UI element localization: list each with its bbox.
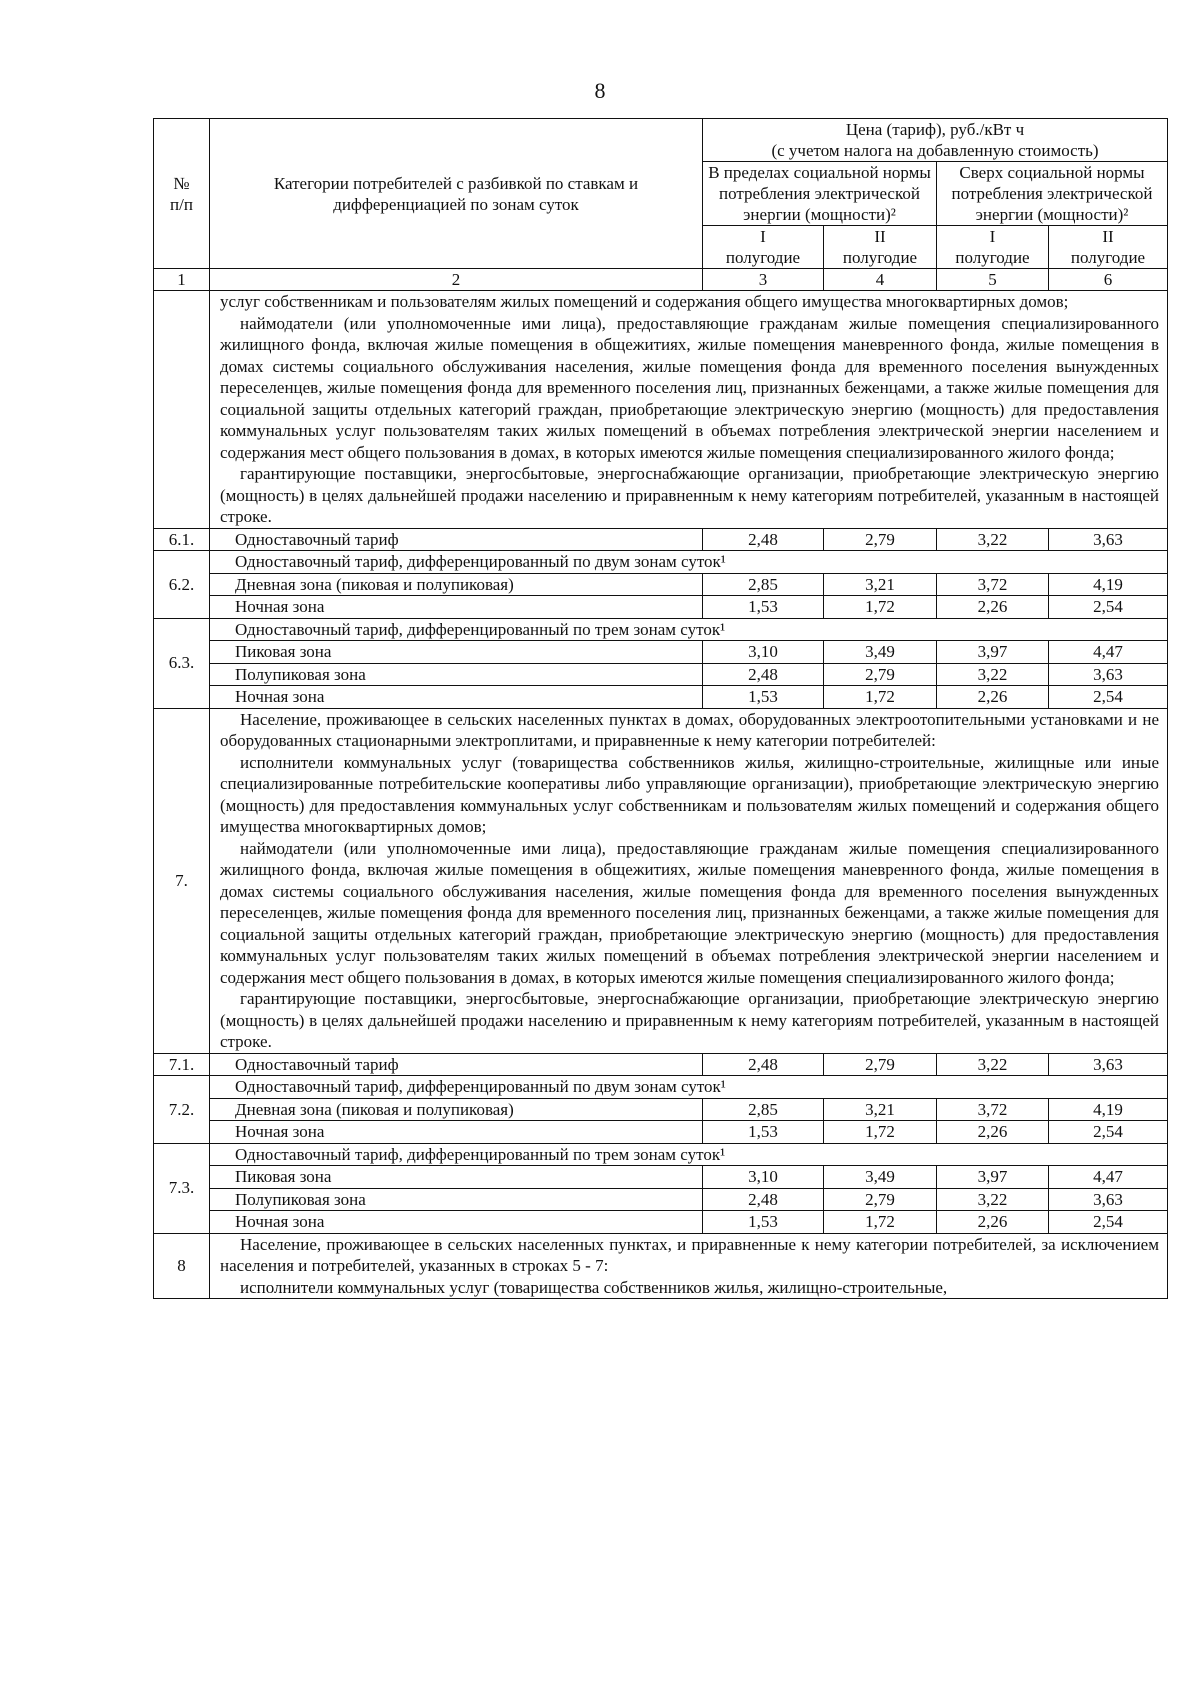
price-cell: 1,72 (824, 686, 937, 709)
price-cell: 2,79 (824, 1188, 937, 1211)
price-cell: 3,22 (937, 1188, 1049, 1211)
table-row (154, 573, 1168, 596)
price-cell: 2,48 (703, 528, 824, 551)
header-price-title: Цена (тариф), руб./кВт ч (с учетом налога на добавленную стоимость) (703, 119, 1168, 162)
price-cell: 3,22 (937, 1053, 1049, 1076)
table-row (154, 551, 1168, 574)
price-cell: 1,53 (703, 1211, 824, 1234)
price-cell: 3,63 (1049, 1188, 1168, 1211)
table-row (154, 1053, 1168, 1076)
section-row (154, 708, 1168, 1053)
tariff-label: Пиковая зона (210, 641, 703, 664)
price-cell: 2,79 (824, 528, 937, 551)
header-above-norm: Сверх социальной нормы потребления электрической энергии (мощности)² (937, 162, 1168, 226)
price-cell: 3,22 (937, 663, 1049, 686)
price-cell: 3,21 (824, 1098, 937, 1121)
table-row (154, 1076, 1168, 1099)
tariff-group-title: Одноставочный тариф, дифференцированный по трем зонам суток¹ (210, 1143, 1168, 1166)
section-paragraph: гарантирующие поставщики, энергосбытовые, энергоснабжающие организации, приобретающие электрическую энергию (мощность) в целях дальнейшей продажи населению и приравненным к нему категориям потребителей, указанным в настоящей строке. (220, 464, 1159, 526)
table-row (154, 641, 1168, 664)
table-row (154, 663, 1168, 686)
row-number: 6.2. (154, 551, 210, 619)
row-number (154, 291, 210, 529)
price-cell: 3,21 (824, 573, 937, 596)
price-cell: 2,54 (1049, 686, 1168, 709)
price-cell: 1,53 (703, 596, 824, 619)
index-cell: 1 (154, 269, 210, 291)
price-cell: 2,54 (1049, 1121, 1168, 1144)
header-half2: II полугодие (824, 226, 937, 269)
index-cell: 6 (1049, 269, 1168, 291)
price-cell: 4,19 (1049, 1098, 1168, 1121)
header-within-norm: В пределах социальной нормы потребления электрической энергии (мощности)² (703, 162, 937, 226)
tariff-label: Ночная зона (210, 686, 703, 709)
price-cell: 2,79 (824, 1053, 937, 1076)
header-num: № п/п (154, 119, 210, 269)
price-cell: 4,19 (1049, 573, 1168, 596)
table-row (154, 1121, 1168, 1144)
header-category: Категории потребителей с разбивкой по ставкам и дифференциацией по зонам суток (210, 119, 703, 269)
table-row (154, 528, 1168, 551)
table-row (154, 1166, 1168, 1189)
price-cell: 2,85 (703, 1098, 824, 1121)
price-cell: 2,54 (1049, 596, 1168, 619)
table-row (154, 618, 1168, 641)
tariff-label: Ночная зона (210, 1121, 703, 1144)
tariff-group-title: Одноставочный тариф, дифференцированный по двум зонам суток¹ (210, 1076, 1168, 1099)
index-cell: 2 (210, 269, 703, 291)
tariff-label: Ночная зона (210, 1211, 703, 1234)
row-number: 6.1. (154, 528, 210, 551)
tariff-label: Полупиковая зона (210, 1188, 703, 1211)
price-cell: 3,63 (1049, 1053, 1168, 1076)
price-cell: 3,97 (937, 641, 1049, 664)
price-cell: 3,63 (1049, 663, 1168, 686)
price-cell: 2,26 (937, 596, 1049, 619)
section-paragraph: наймодатели (или уполномоченные ими лица), предоставляющие гражданам жилые помещения специализированного жилищного фонда, включая жилые помещения в общежитиях, жилые помещения маневренного фонда, жилые помещения в домах системы социального обслуживания населения, жилые помещения фонда для временного поселения вынужденных переселенцев, жилые помещения фонда для временного поселения лиц, признанных беженцами, а также жилые помещения для социальной защиты отдельных категорий граждан, приобретающие электрическую энергию (мощность) для предоставления коммунальных услуг пользователям таких жилых помещений в объемах потребления электрической энергии населением и содержания мест общего пользования в домах, в которых имеются жилые помещения специализированного жилого фонда; (220, 838, 1159, 987)
tariff-label: Одноставочный тариф (210, 1053, 703, 1076)
row-number: 6.3. (154, 618, 210, 708)
price-cell: 1,72 (824, 596, 937, 619)
header-half1: I полугодие (703, 226, 824, 269)
section-row (154, 291, 1168, 529)
index-cell: 5 (937, 269, 1049, 291)
section-paragraph: услуг собственникам и пользователям жилых помещений и содержания общего имущества многоквартирных домов; (220, 292, 1069, 311)
tariff-group-title: Одноставочный тариф, дифференцированный по двум зонам суток¹ (210, 551, 1168, 574)
price-cell: 1,53 (703, 686, 824, 709)
price-cell: 1,72 (824, 1121, 937, 1144)
price-cell: 3,10 (703, 641, 824, 664)
page-number: 8 (594, 78, 606, 103)
index-cell: 3 (703, 269, 824, 291)
price-cell: 3,97 (937, 1166, 1049, 1189)
section-paragraph: наймодатели (или уполномоченные ими лица), предоставляющие гражданам жилые помещения специализированного жилищного фонда, включая жилые помещения в общежитиях, жилые помещения маневренного фонда, жилые помещения в домах системы социального обслуживания населения, жилые помещения фонда для временного поселения вынужденных переселенцев, жилые помещения фонда для временного поселения лиц, признанных беженцами, а также жилые помещения для социальной защиты отдельных категорий граждан, приобретающие электрическую энергию (мощность) для предоставления коммунальных услуг пользователям таких жилых помещений в объемах потребления электрической энергии населением и содержания мест общего пользования в домах, в которых имеются жилые помещения специализированного жилого фонда; (220, 313, 1159, 462)
price-cell: 3,72 (937, 573, 1049, 596)
row-number: 7.3. (154, 1143, 210, 1233)
price-cell: 3,72 (937, 1098, 1049, 1121)
price-cell: 2,85 (703, 573, 824, 596)
price-cell: 3,22 (937, 528, 1049, 551)
row-number: 8 (154, 1233, 210, 1299)
section-paragraph: Население, проживающее в сельских населенных пунктах в домах, оборудованных электроотопительными установками и не оборудованных стационарными электроплитами, и приравненные к нему категории потребителей: (220, 709, 1159, 750)
tariff-label: Полупиковая зона (210, 663, 703, 686)
price-cell: 2,26 (937, 1211, 1049, 1234)
table-row (154, 686, 1168, 709)
tariff-group-title: Одноставочный тариф, дифференцированный по трем зонам суток¹ (210, 618, 1168, 641)
price-cell: 3,10 (703, 1166, 824, 1189)
index-cell: 4 (824, 269, 937, 291)
price-cell: 2,48 (703, 1188, 824, 1211)
header-half2: II полугодие (1049, 226, 1168, 269)
tariff-table (153, 118, 1168, 1299)
table-row (154, 1098, 1168, 1121)
tariff-label: Дневная зона (пиковая и полупиковая) (210, 573, 703, 596)
section-description (210, 291, 1168, 529)
row-number: 7.2. (154, 1076, 210, 1144)
table-row (154, 1188, 1168, 1211)
price-cell: 2,54 (1049, 1211, 1168, 1234)
price-cell: 3,63 (1049, 528, 1168, 551)
table-row (154, 596, 1168, 619)
price-cell: 4,47 (1049, 1166, 1168, 1189)
table-row (154, 1143, 1168, 1166)
price-cell: 4,47 (1049, 641, 1168, 664)
tariff-label: Одноставочный тариф (210, 528, 703, 551)
price-cell: 2,26 (937, 686, 1049, 709)
section-description (210, 1233, 1168, 1299)
price-cell: 3,49 (824, 641, 937, 664)
section-row (154, 1233, 1168, 1299)
section-paragraph: Население, проживающее в сельских населенных пунктах, и приравненные к нему категории потребителей, за исключением населения и потребителей, указанных в строках 5 - 7: (220, 1234, 1159, 1275)
price-cell: 2,79 (824, 663, 937, 686)
tariff-label: Пиковая зона (210, 1166, 703, 1189)
price-cell: 2,48 (703, 1053, 824, 1076)
price-cell: 2,48 (703, 663, 824, 686)
row-number: 7.1. (154, 1053, 210, 1076)
price-cell: 1,53 (703, 1121, 824, 1144)
section-description (210, 708, 1168, 1053)
price-cell: 2,26 (937, 1121, 1049, 1144)
section-paragraph: исполнители коммунальных услуг (товарищества собственников жилья, жилищно-строительные, (240, 1277, 948, 1297)
section-paragraph: исполнители коммунальных услуг (товарищества собственников жилья, жилищно-строительные, жилищные или иные специализированные потребительские кооперативы либо управляющие организации), приобретающие электрическую энергию (мощность) для предоставления коммунальных услуг собственникам и пользователям жилых помещений и содержания общего имущества многоквартирных домов; (220, 752, 1159, 836)
tariff-label: Дневная зона (пиковая и полупиковая) (210, 1098, 703, 1121)
header-half1: I полугодие (937, 226, 1049, 269)
price-cell: 3,49 (824, 1166, 937, 1189)
table-row (154, 1211, 1168, 1234)
tariff-label: Ночная зона (210, 596, 703, 619)
price-cell: 1,72 (824, 1211, 937, 1234)
section-paragraph: гарантирующие поставщики, энергосбытовые, энергоснабжающие организации, приобретающие электрическую энергию (мощность) в целях дальнейшей продажи населению и приравненным к нему категориям потребителей, указанным в настоящей строке. (220, 989, 1159, 1051)
row-number: 7. (154, 708, 210, 1053)
